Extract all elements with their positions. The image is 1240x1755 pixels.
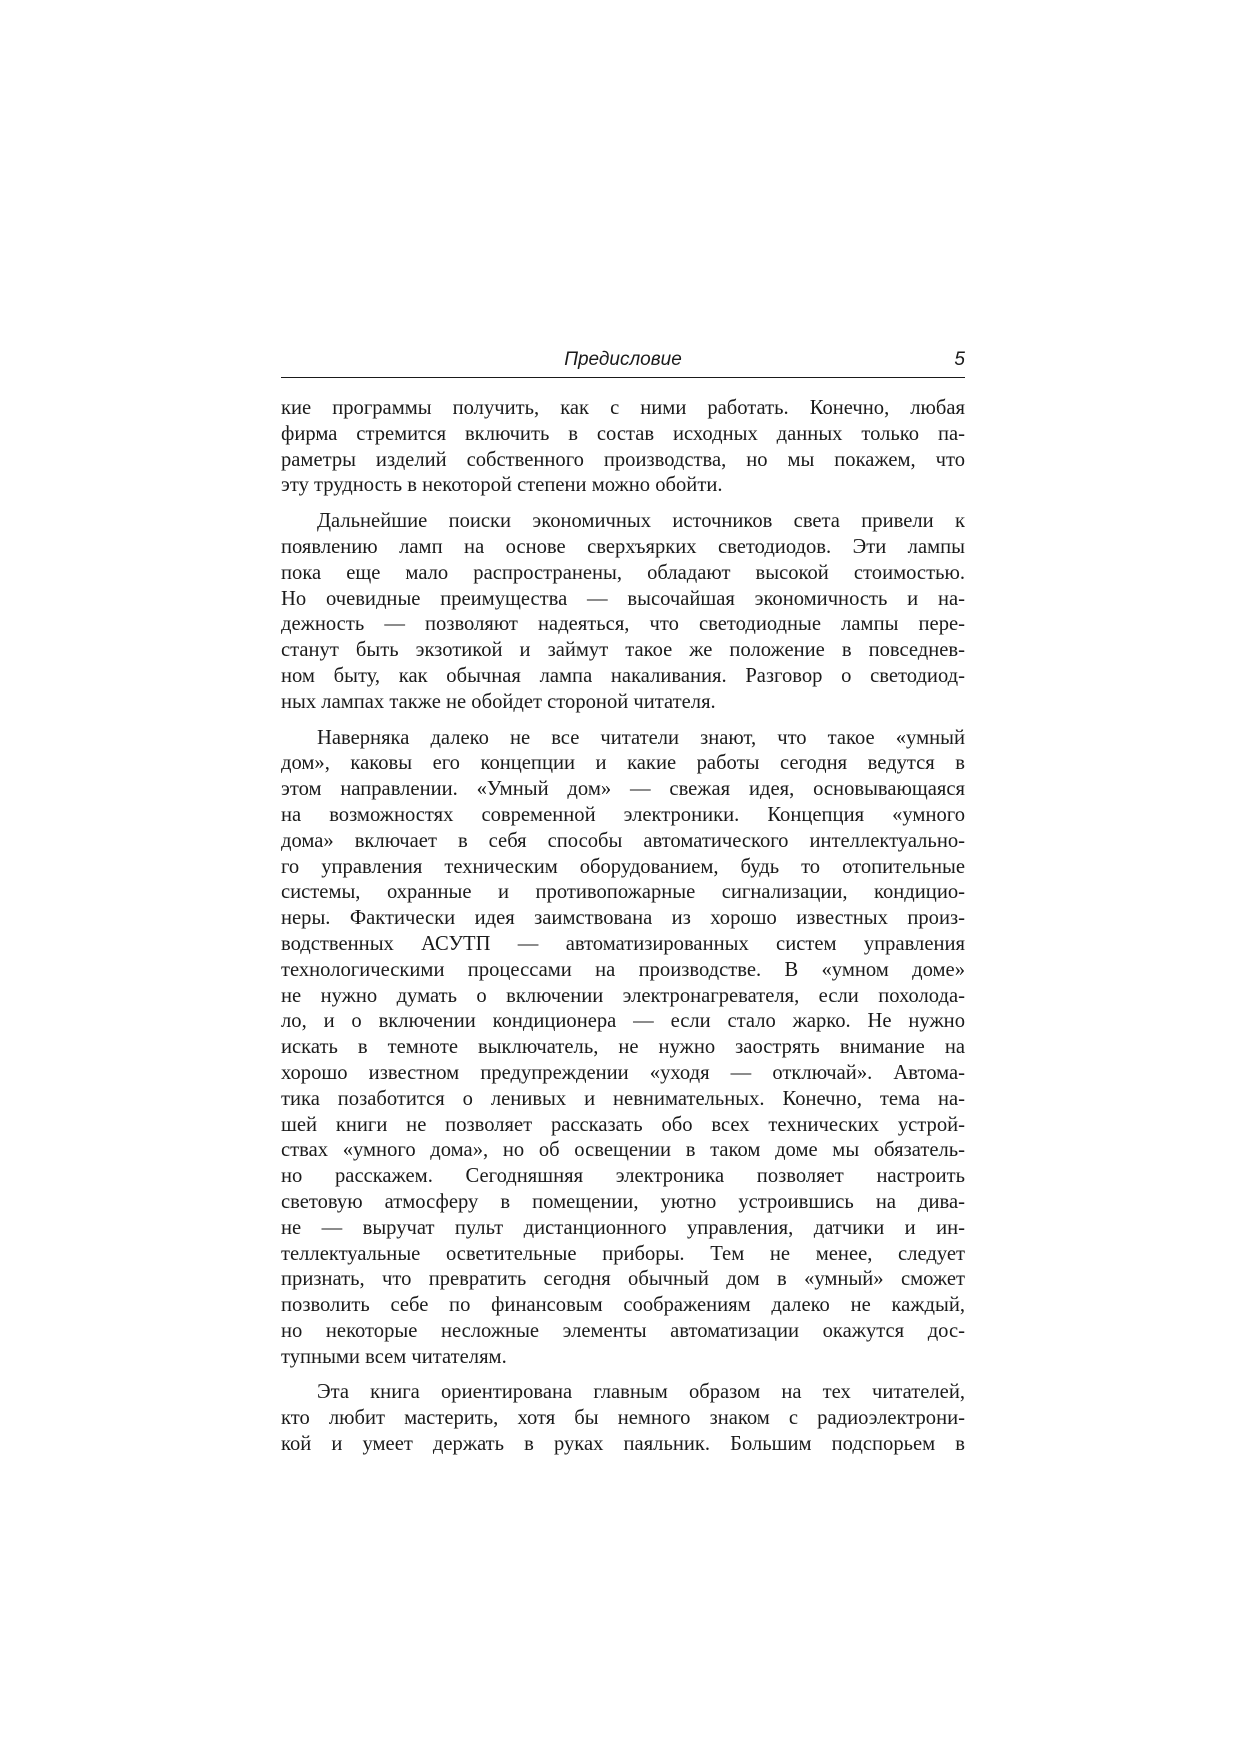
text-line: хорошо известном предупреждении «уходя — отключай». Автома- xyxy=(281,1061,965,1084)
text-line: световую атмосферу в помещении, уютно устроившись на дива- xyxy=(281,1190,965,1213)
text-line: позволить себе по финансовым соображениям далеко не каждый, xyxy=(281,1294,965,1317)
text-line: эту трудность в некоторой степени можно обойти. xyxy=(281,474,723,497)
text-line: теллектуальные осветительные приборы. Тем не менее, следует xyxy=(281,1242,965,1265)
paragraph xyxy=(281,509,965,715)
text-line: тупными всем читателям. xyxy=(281,1345,507,1368)
text-line: этом направлении. «Умный дом» — свежая идея, основывающаяся xyxy=(281,778,965,801)
text-line: пока еще мало распространены, обладают высокой стоимостью. xyxy=(281,561,965,584)
text-line: го управления техническим оборудованием, будь то отопительные xyxy=(281,855,965,878)
paragraph xyxy=(281,1380,965,1457)
text-line: дома» включает в себя способы автоматического интеллектуально- xyxy=(281,829,965,852)
text-line: шей книги не позволяет рассказать обо всех технических устрой- xyxy=(281,1113,965,1136)
text-line: появлению ламп на основе сверхъярких светодиодов. Эти лампы xyxy=(281,535,965,558)
text-line: но некоторые несложные элементы автоматизации окажутся дос- xyxy=(281,1319,965,1342)
text-line: ствах «умного дома», но об освещении в таком доме мы обязатель- xyxy=(281,1139,965,1162)
text-line: тика позаботится о ленивых и невнимательных. Конечно, тема на- xyxy=(281,1087,965,1110)
text-line: Дальнейшие поиски экономичных источников света привели к xyxy=(317,510,965,533)
chapter-title: Предисловие xyxy=(564,349,682,370)
paragraph xyxy=(281,726,965,1371)
text-line: не — выручат пульт дистанционного управления, датчики и ин- xyxy=(281,1216,965,1239)
text-line: признать, что превратить сегодня обычный дом в «умный» сможет xyxy=(281,1268,965,1291)
text-line: не нужно думать о включении электронагревателя, если похолода- xyxy=(281,984,965,1007)
text-line: ных лампах также не обойдет стороной читателя. xyxy=(281,690,716,713)
text-line: на возможностях современной электроники. Концепция «умного xyxy=(281,803,965,826)
text-line: Наверняка далеко не все читатели знают, что такое «умный xyxy=(317,726,965,749)
text-line: искать в темноте выключатель, не нужно заострять внимание на xyxy=(281,1036,965,1059)
text-line: водственных АСУТП — автоматизированных систем управления xyxy=(281,932,965,955)
text-line: кто любит мастерить, хотя бы немного знаком с радиоэлектрони- xyxy=(281,1407,965,1430)
page-number: 5 xyxy=(954,349,965,370)
text-line: неры. Фактически идея заимствована из хорошо известных произ- xyxy=(281,907,965,930)
text-line: Но очевидные преимущества — высочайшая экономичность и на- xyxy=(281,587,965,610)
running-header xyxy=(281,349,965,378)
text-line: дежность — позволяют надеяться, что светодиодные лампы пере- xyxy=(281,613,965,636)
text-line: кой и умеет держать в руках паяльник. Большим подспорьем в xyxy=(281,1433,965,1456)
text-line: Эта книга ориентирована главным образом на тех читателей, xyxy=(317,1381,965,1404)
text-line: дом», каковы его концепции и какие работы сегодня ведутся в xyxy=(281,752,965,775)
text-line: ло, и о включении кондиционера — если стало жарко. Не нужно xyxy=(281,1010,965,1033)
text-line: системы, охранные и противопожарные сигнализации, кондицио- xyxy=(281,881,965,904)
paragraph xyxy=(281,396,965,499)
text-line: технологическими процессами на производстве. В «умном доме» xyxy=(281,958,965,981)
body-text xyxy=(281,396,965,1468)
text-line: фирма стремится включить в состав исходных данных только па- xyxy=(281,422,965,445)
text-line: раметры изделий собственного производства, но мы покажем, что xyxy=(281,448,965,471)
text-line: кие программы получить, как с ними работать. Конечно, любая xyxy=(281,397,965,419)
text-line: но расскажем. Сегодняшняя электроника позволяет настроить xyxy=(281,1165,965,1188)
text-line: станут быть экзотикой и займут такое же положение в повседнев- xyxy=(281,639,965,662)
text-line: ном быту, как обычная лампа накаливания. Разговор о светодиод- xyxy=(281,664,965,687)
